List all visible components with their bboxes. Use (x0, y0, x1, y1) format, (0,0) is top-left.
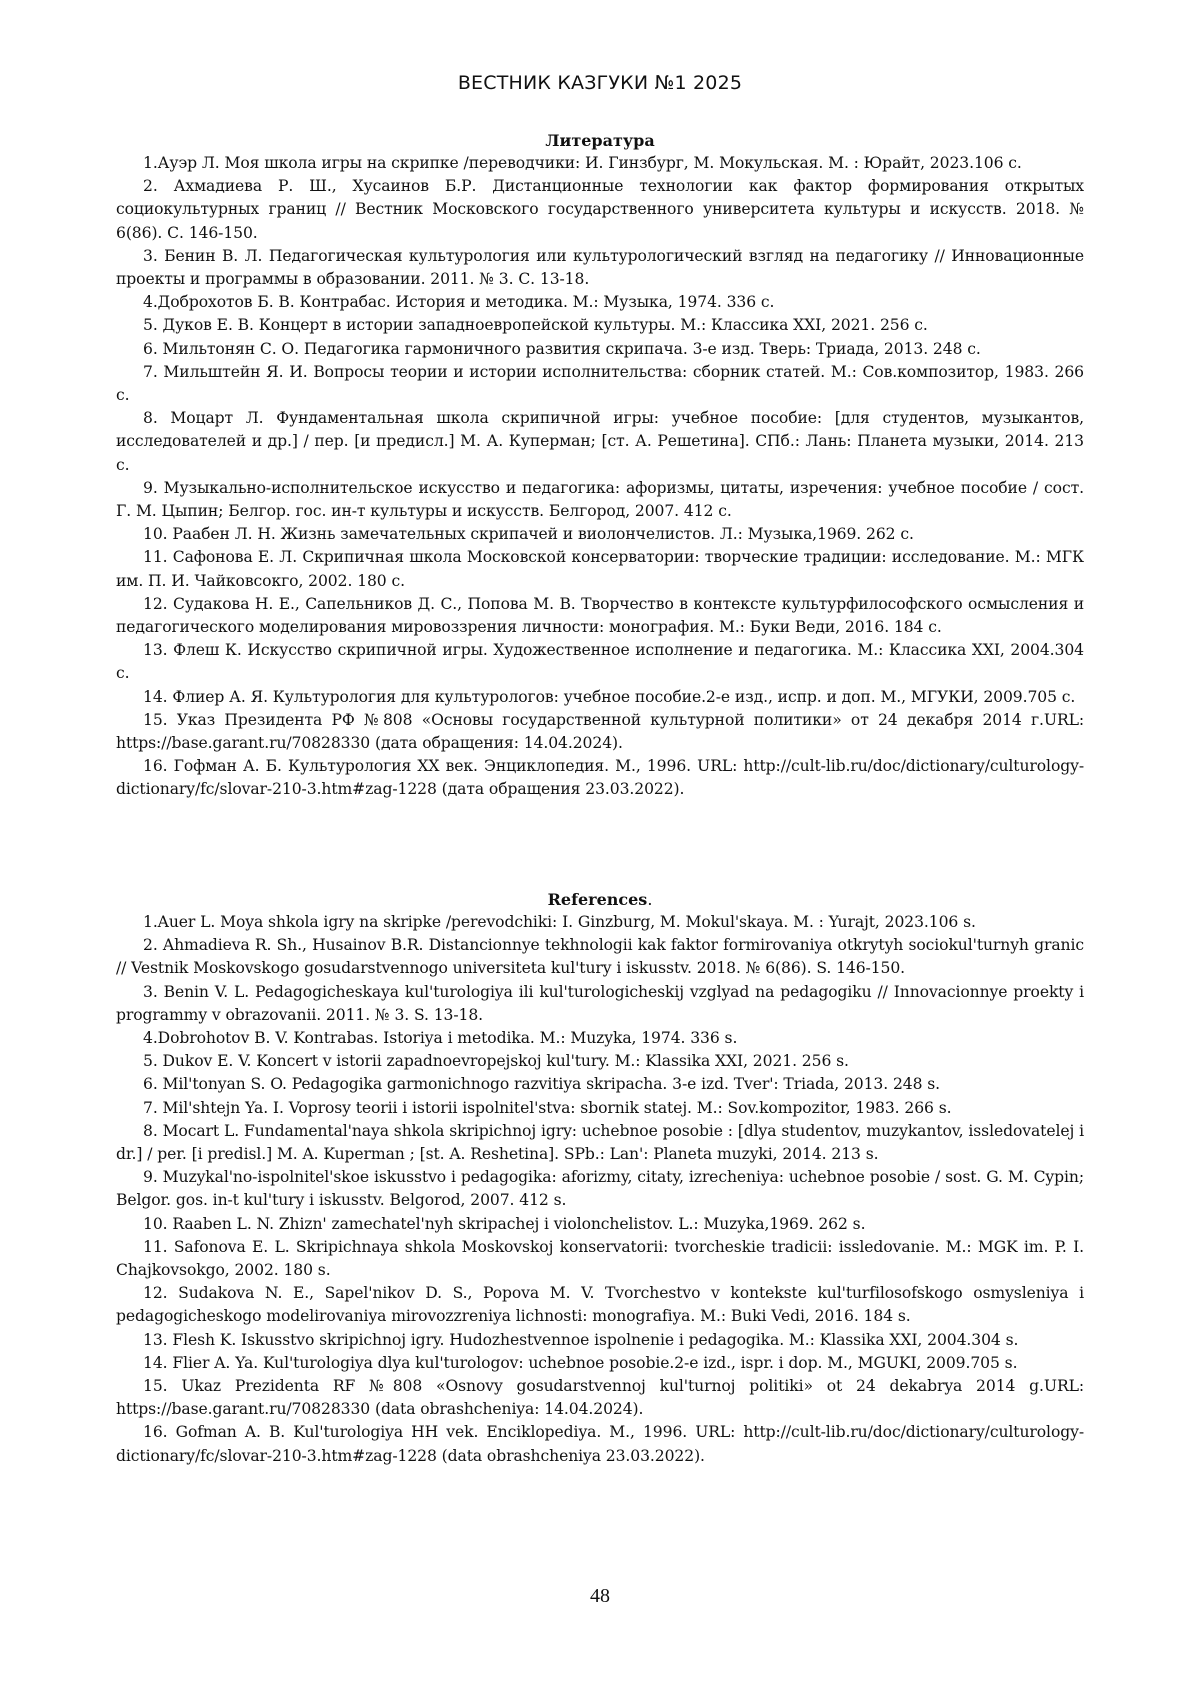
literature-heading: Литература (545, 131, 655, 150)
literature-entry-5: 5. Дуков Е. В. Концерт в истории западноевропейской культуры. М.: Классика XXI, 2021. 256 с. (143, 316, 928, 335)
literature-entry-13: 13. Флеш К. Искусство скрипичной игры. Художественное исполнение и педагогика. М.: Классика XXI, 2004.304 с. (116, 641, 1084, 683)
reference-entry-2: 2. Ahmadieva R. Sh., Husainov B.R. Distancionnye tekhnologii kak faktor formirovaniya otkrytyh sociokul'turnyh granic // Vestnik Moskovskogo gosudarstvennogo universiteta kul'tury i iskusstv. 2018. № 6(86). S. 146-150. (116, 936, 1084, 978)
reference-entry-13: 13. Flesh K. Iskusstvo skripichnoj igry. Hudozhestvennoe ispolnenie i pedagogika. M.: Klassika XXI, 2004.304 s. (143, 1330, 1019, 1349)
literature-entry-7: 7. Мильштейн Я. И. Вопросы теории и истории исполнительства: сборник статей. М.: Сов.композитор, 1983. 266 с. (116, 362, 1084, 405)
reference-entry-14: 14. Flier A. Ya. Kul'turologiya dlya kul'turologov: uchebnoe posobie.2-e izd., ispr. i dop. M., MGUKI, 2009.705 s. (143, 1353, 1018, 1372)
references-heading-suffix: . (647, 890, 653, 909)
journal-running-header: ВЕСТНИК КАЗГУКИ №1 2025 (457, 72, 743, 94)
reference-entry-15: 15. Ukaz Prezidenta RF №808 «Osnovy gosudarstvennoj kul'turnoj politiki» ot 24 dekabrya 2014 g.URL: https://base.garant.ru/70828330 (data obrashcheniya: 14.04.2024). (116, 1377, 1084, 1419)
literature-entry-9: 9. Музыкально-исполнительское искусство и педагогика: афоризмы, цитаты, изречения: учебное пособие / сост. Г. М. Цыпин; Белгор. гос. ин-т культуры и искусств. Белгород, 2007. 412 с. (116, 478, 1084, 521)
reference-entry-5: 5. Dukov E. V. Koncert v istorii zapadnoevropejskoj kul'tury. M.: Klassika XXI, 2021. 256 s. (143, 1052, 849, 1071)
literature-entry-1: 1.Ауэр Л. Моя школа игры на скрипке /переводчики: И. Гинзбург, М. Мокульская. М. : Юрайт, 2023.106 с. (143, 154, 1022, 172)
reference-entry-6: 6. Mil'tonyan S. O. Pedagogika garmonichnogo razvitiya skripacha. 3-e izd. Tver': Triada, 2013. 248 s. (143, 1075, 941, 1094)
reference-entry-8: 8. Mocart L. Fundamental'naya shkola skripichnoj igry: uchebnoe posobie : [dlya studentov, muzykantov, issledovatelej i dr.] / per. [i predisl.] M. A. Kuperman ; [st. A. Reshetina]. SPb.: Lan': Planeta muzyki, 2014. 213 s. (116, 1121, 1084, 1164)
reference-entry-11: 11. Safonova E. L. Skripichnaya shkola Moskovskoj konservatorii: tvorcheskie tradicii: issledovanie. M.: MGK im. P. I. Chajkovsokgo, 2002. 180 s. (116, 1237, 1084, 1280)
literature-entry-14: 14. Флиер А. Я. Культурология для культурологов: учебное пособие.2-е изд., испр. и доп. М., МГУКИ, 2009.705 с. (143, 687, 1076, 706)
reference-entry-3: 3. Benin V. L. Pedagogicheskaya kul'turologiya ili kul'turologicheskij vzglyad na pedagogiku // Innovacionnye proekty i programmy v obrazovanii. 2011. № 3. S. 13-18. (116, 982, 1084, 1024)
literature-entry-11: 11. Сафонова Е. Л. Скрипичная школа Московской консерватории: творческие традиции: исследование. М.: МГК им. П. И. Чайковсокго, 2002. 180 с. (116, 548, 1084, 590)
references-section (116, 889, 1084, 1468)
literature-list (116, 152, 1084, 802)
literature-entry-8: 8. Моцарт Л. Фундаментальная школа скрипичной игры: учебное пособие: [для студентов, музыкантов, исследователей и др.] / пер. [и предисл.] М. А. Куперман; [ст. А. Решетина]. СПб.: Лань: Планета музыки, 2014. 213 с. (116, 409, 1084, 474)
literature-entry-16: 16. Гофман А. Б. Культурология XX век. Энциклопедия. М., 1996. URL: http://cult-lib.ru/doc/dictionary/culturology-dictionary/fc/slovar-210-3.htm#zag-1228 (дата обращения 23.03.2022). (116, 757, 1084, 799)
literature-entry-2: 2. Ахмадиева Р. Ш., Хусаинов Б.Р. Дистанционные технологии как фактор формирования открытых социокультурных границ // Вестник Московского государственного университета культуры и искусств. 2018. № 6(86). С. 146-150. (116, 177, 1084, 242)
reference-entry-10: 10. Raaben L. N. Zhizn' zamechatel'nyh skripachej i violonchelistov. L.: Muzyka,1969. 262 s. (143, 1214, 866, 1233)
references-heading (116, 889, 1084, 911)
references-list (116, 911, 1084, 1468)
reference-entry-7: 7. Mil'shtejn Ya. I. Voprosy teorii i istorii ispolnitel'stva: sbornik statej. M.: Sov.kompozitor, 1983. 266 s. (143, 1098, 952, 1117)
reference-entry-9: 9. Muzykal'no-ispolnitel'skoe iskusstvo i pedagogika: aforizmy, citaty, izrecheniya: uchebnoe posobie / sost. G. M. Cypin; Belgor. gos. in-t kul'tury i iskusstv. Belgorod, 2007. 412 s. (116, 1168, 1084, 1210)
reference-entry-1: 1.Auer L. Moya shkola igry na skripke /perevodchiki: I. Ginzburg, M. Mokul'skaya. M. : Yurajt, 2023.106 s. (143, 913, 976, 931)
reference-entry-12: 12. Sudakova N. E., Sapel'nikov D. S., Popova M. V. Tvorchestvo v kontekste kul'turfilosofskogo osmysleniya i pedagogicheskogo modelirovaniya mirovozzreniya lichnosti: monografiya. M.: Buki Vedi, 2016. 184 s. (116, 1284, 1084, 1326)
literature-section (116, 130, 1084, 802)
literature-entry-3: 3. Бенин В. Л. Педагогическая культурология или культурологический взгляд на педагогику // Инновационные проекты и программы в образовании. 2011. № 3. С. 13-18. (116, 246, 1084, 289)
literature-entry-10: 10. Раабен Л. Н. Жизнь замечательных скрипачей и виолончелистов. Л.: Музыка,1969. 262 с. (143, 525, 914, 544)
literature-entry-15: 15. Указ Президента РФ №808 «Основы государственной культурной политики» от 24 декабря 2014 г.URL: https://base.garant.ru/70828330 (дата обращения: 14.04.2024). (116, 710, 1084, 753)
reference-entry-4: 4.Dobrohotov B. V. Kontrabas. Istoriya i metodika. M.: Muzyka, 1974. 336 s. (143, 1029, 738, 1048)
literature-entry-6: 6. Мильтонян С. О. Педагогика гармоничного развития скрипача. 3-е изд. Тверь: Триада, 2013. 248 с. (143, 339, 981, 358)
literature-entry-4: 4.Доброхотов Б. В. Контрабас. История и методика. М.: Музыка, 1974. 336 с. (143, 293, 775, 312)
reference-entry-16: 16. Gofman A. B. Kul'turologiya HH vek. Enciklopediya. M., 1996. URL: http://cult-lib.ru/doc/dictionary/culturology-dictionary/fc/slovar-210-3.htm#zag-1228 (data obrashcheniya 23.03.2022). (116, 1423, 1084, 1465)
page-number: 48 (590, 1585, 610, 1607)
references-heading-text: References (547, 890, 648, 909)
literature-entry-12: 12. Судакова Н. Е., Сапельников Д. С., Попова М. В. Творчество в контексте культурфилософского осмысления и педагогического моделирования мировоззрения личности: монография. М.: Буки Веди, 2016. 184 с. (116, 594, 1084, 637)
